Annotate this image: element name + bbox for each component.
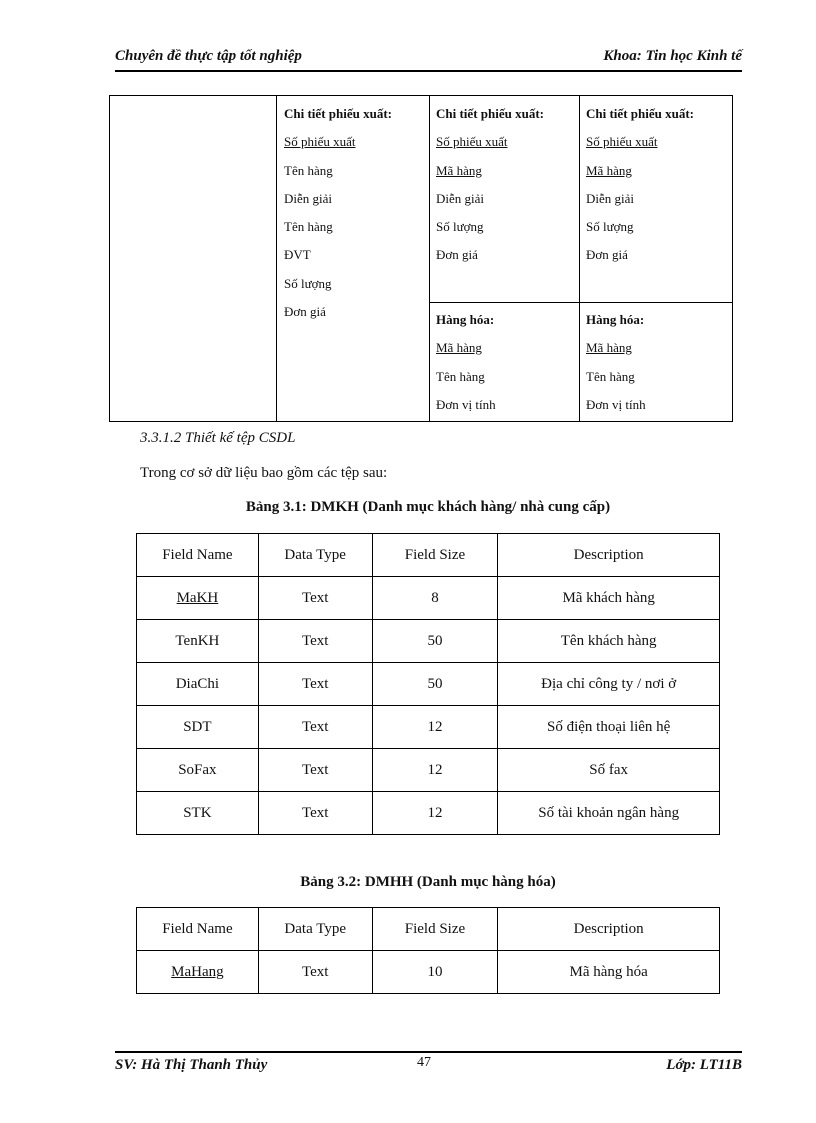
column-header: Field Name xyxy=(137,534,259,577)
footer-rule xyxy=(115,1051,742,1053)
entity-key: Số phiếu xuất xyxy=(284,134,356,150)
column-header: Description xyxy=(498,534,720,577)
data-type-cell: Text xyxy=(258,577,372,620)
table-row xyxy=(137,792,720,835)
field-size-cell: 50 xyxy=(372,620,498,663)
entity-hang-hoa-2 xyxy=(586,306,646,419)
entity-field: Đơn vị tính xyxy=(586,396,646,412)
footer-class: Lớp: LT11B xyxy=(666,1057,742,1073)
entity-field: Diễn giải xyxy=(284,190,333,206)
field-size-cell: 12 xyxy=(372,792,498,835)
table-row xyxy=(137,620,720,663)
table2-caption: Bảng 3.2: DMHH (Danh mục hàng hóa) xyxy=(300,874,556,890)
description-cell: Địa chỉ công ty / nơi ở xyxy=(498,663,720,706)
header-left: Chuyên đề thực tập tốt nghiệp xyxy=(115,48,302,64)
description-cell: Số tài khoản ngân hàng xyxy=(498,792,720,835)
entity-chi-tiet-phieu-xuat-3 xyxy=(586,100,694,270)
table1-caption: Bảng 3.1: DMKH (Danh mục khách hàng/ nhà cung cấp) xyxy=(245,499,611,515)
table-row xyxy=(137,706,720,749)
col-divider xyxy=(276,96,277,421)
entity-title: Hàng hóa: xyxy=(586,312,645,327)
column-header: Field Size xyxy=(372,534,498,577)
entity-field: Số lượng xyxy=(284,275,332,291)
table-row xyxy=(137,951,720,994)
entity-key: Mã hàng xyxy=(436,340,482,356)
description-cell: Tên khách hàng xyxy=(498,620,720,663)
section-heading: 3.3.1.2 Thiết kế tệp CSDL xyxy=(140,430,296,446)
column-header: Description xyxy=(498,908,720,951)
entity-key: Số phiếu xuất xyxy=(436,134,508,150)
description-cell: Mã hàng hóa xyxy=(498,951,720,994)
field-size-cell: 10 xyxy=(372,951,498,994)
header-right: Khoa: Tin học Kinh tế xyxy=(603,48,742,64)
page-header xyxy=(115,48,742,70)
entity-field: Số lượng xyxy=(586,219,634,235)
field-name-key: MaHang xyxy=(171,963,224,980)
row-divider xyxy=(429,302,732,303)
table-dmkh xyxy=(136,533,720,835)
entity-chi-tiet-phieu-xuat-2 xyxy=(436,100,544,270)
column-header: Field Name xyxy=(137,908,259,951)
entity-field: Đơn giá xyxy=(586,247,628,263)
field-name-cell: SDT xyxy=(137,706,259,749)
col-divider xyxy=(429,96,430,421)
entity-hang-hoa-1 xyxy=(436,306,496,419)
entity-title: Chi tiết phiếu xuất: xyxy=(436,106,544,121)
description-cell: Số điện thoại liên hệ xyxy=(498,706,720,749)
field-size-cell: 50 xyxy=(372,663,498,706)
table-dmhh xyxy=(136,907,720,994)
data-type-cell: Text xyxy=(258,792,372,835)
entity-field: Đơn giá xyxy=(284,304,326,320)
data-type-cell: Text xyxy=(258,663,372,706)
table-header-row xyxy=(137,534,720,577)
field-name-key: MaKH xyxy=(176,589,219,606)
entity-field: Diễn giải xyxy=(586,190,635,206)
description-cell: Số fax xyxy=(498,749,720,792)
column-header: Data Type xyxy=(258,908,372,951)
field-name-cell: TenKH xyxy=(137,620,259,663)
entity-field: Tên hàng xyxy=(284,162,333,178)
data-type-cell: Text xyxy=(258,951,372,994)
footer-student: SV: Hà Thị Thanh Thủy xyxy=(115,1057,268,1073)
header-rule xyxy=(115,70,742,72)
col-divider xyxy=(579,96,580,421)
field-name-cell: SoFax xyxy=(137,749,259,792)
entity-title: Chi tiết phiếu xuất: xyxy=(284,106,392,121)
entity-chi-tiet-phieu-xuat-1 xyxy=(284,100,392,326)
data-type-cell: Text xyxy=(258,706,372,749)
entity-table xyxy=(109,95,733,422)
description-cell: Mã khách hàng xyxy=(498,577,720,620)
entity-field: Tên hàng xyxy=(284,219,333,235)
page-footer xyxy=(115,1055,742,1079)
entity-field: Đơn vị tính xyxy=(436,396,496,412)
entity-field: Số lượng xyxy=(436,219,484,235)
entity-field: ĐVT xyxy=(284,247,311,263)
data-type-cell: Text xyxy=(258,620,372,663)
field-name-cell: DiaChi xyxy=(137,663,259,706)
entity-field: Tên hàng xyxy=(586,368,635,384)
field-size-cell: 12 xyxy=(372,749,498,792)
entity-key: Mã hàng xyxy=(586,340,632,356)
page-number: 47 xyxy=(417,1055,431,1070)
table-row xyxy=(137,749,720,792)
entity-key: Mã hàng xyxy=(586,162,632,178)
field-name-cell: STK xyxy=(137,792,259,835)
column-header: Data Type xyxy=(258,534,372,577)
entity-field: Diễn giải xyxy=(436,190,485,206)
entity-field: Tên hàng xyxy=(436,368,485,384)
column-header: Field Size xyxy=(372,908,498,951)
entity-title: Chi tiết phiếu xuất: xyxy=(586,106,694,121)
data-type-cell: Text xyxy=(258,749,372,792)
table-header-row xyxy=(137,908,720,951)
entity-key: Mã hàng xyxy=(436,162,482,178)
table-row xyxy=(137,577,720,620)
entity-field: Đơn giá xyxy=(436,247,478,263)
field-size-cell: 8 xyxy=(372,577,498,620)
table-row xyxy=(137,663,720,706)
section-intro: Trong cơ sở dữ liệu bao gồm các tệp sau: xyxy=(140,465,388,481)
entity-title: Hàng hóa: xyxy=(436,312,495,327)
field-size-cell: 12 xyxy=(372,706,498,749)
entity-key: Số phiếu xuất xyxy=(586,134,658,150)
